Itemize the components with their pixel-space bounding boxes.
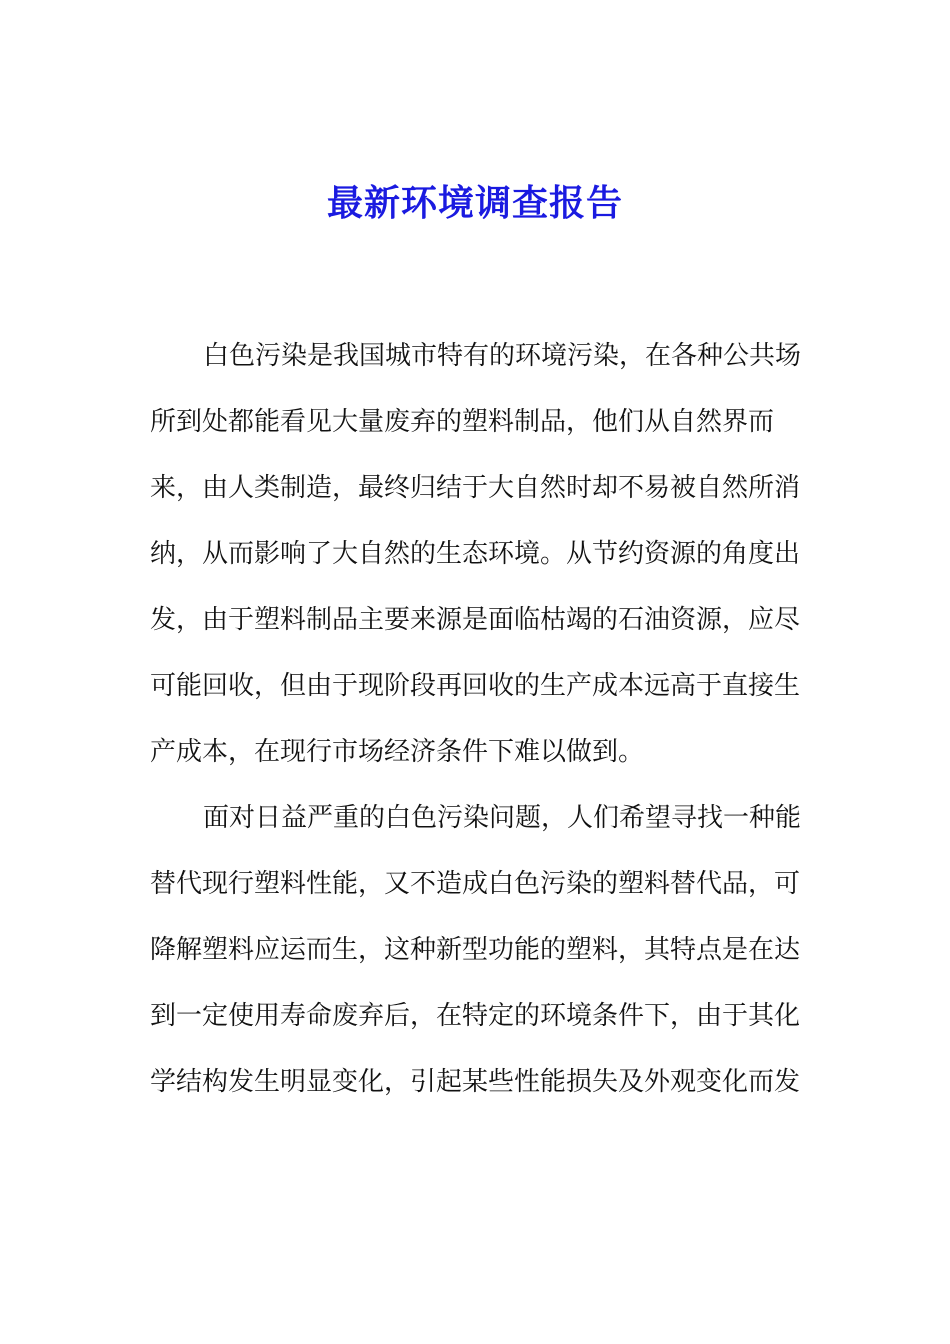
paragraph-line: 来，由人类制造，最终归结于大自然时却不易被自然所消 xyxy=(150,473,801,503)
document-title: 最新环境调查报告 xyxy=(326,182,623,224)
paragraph-1 xyxy=(150,330,802,792)
paragraph-line: 发，由于塑料制品主要来源是面临枯竭的石油资源，应尽 xyxy=(150,605,801,635)
document-body xyxy=(150,330,802,1122)
paragraph-line: 到一定使用寿命废弃后，在特定的环境条件下，由于其化 xyxy=(150,1001,801,1031)
paragraph-line: 纳，从而影响了大自然的生态环境。从节约资源的角度出 xyxy=(150,539,801,569)
paragraph-line: 可能回收，但由于现阶段再回收的生产成本远高于直接生 xyxy=(150,671,801,701)
paragraph-line: 学结构发生明显变化，引起某些性能损失及外观变化而发 xyxy=(150,1067,801,1097)
paragraph-line: 替代现行塑料性能，又不造成白色污染的塑料替代品，可 xyxy=(150,869,801,899)
paragraph-line: 白色污染是我国城市特有的环境污染，在各种公共场 xyxy=(203,341,802,371)
paragraph-line: 所到处都能看见大量废弃的塑料制品，他们从自然界而 xyxy=(150,407,775,437)
paragraph-2 xyxy=(150,792,802,1122)
paragraph-line: 产成本，在现行市场经济条件下难以做到。 xyxy=(150,737,645,767)
paragraph-line: 面对日益严重的白色污染问题，人们希望寻找一种能 xyxy=(203,803,802,833)
paragraph-line: 降解塑料应运而生，这种新型功能的塑料，其特点是在达 xyxy=(150,935,801,965)
